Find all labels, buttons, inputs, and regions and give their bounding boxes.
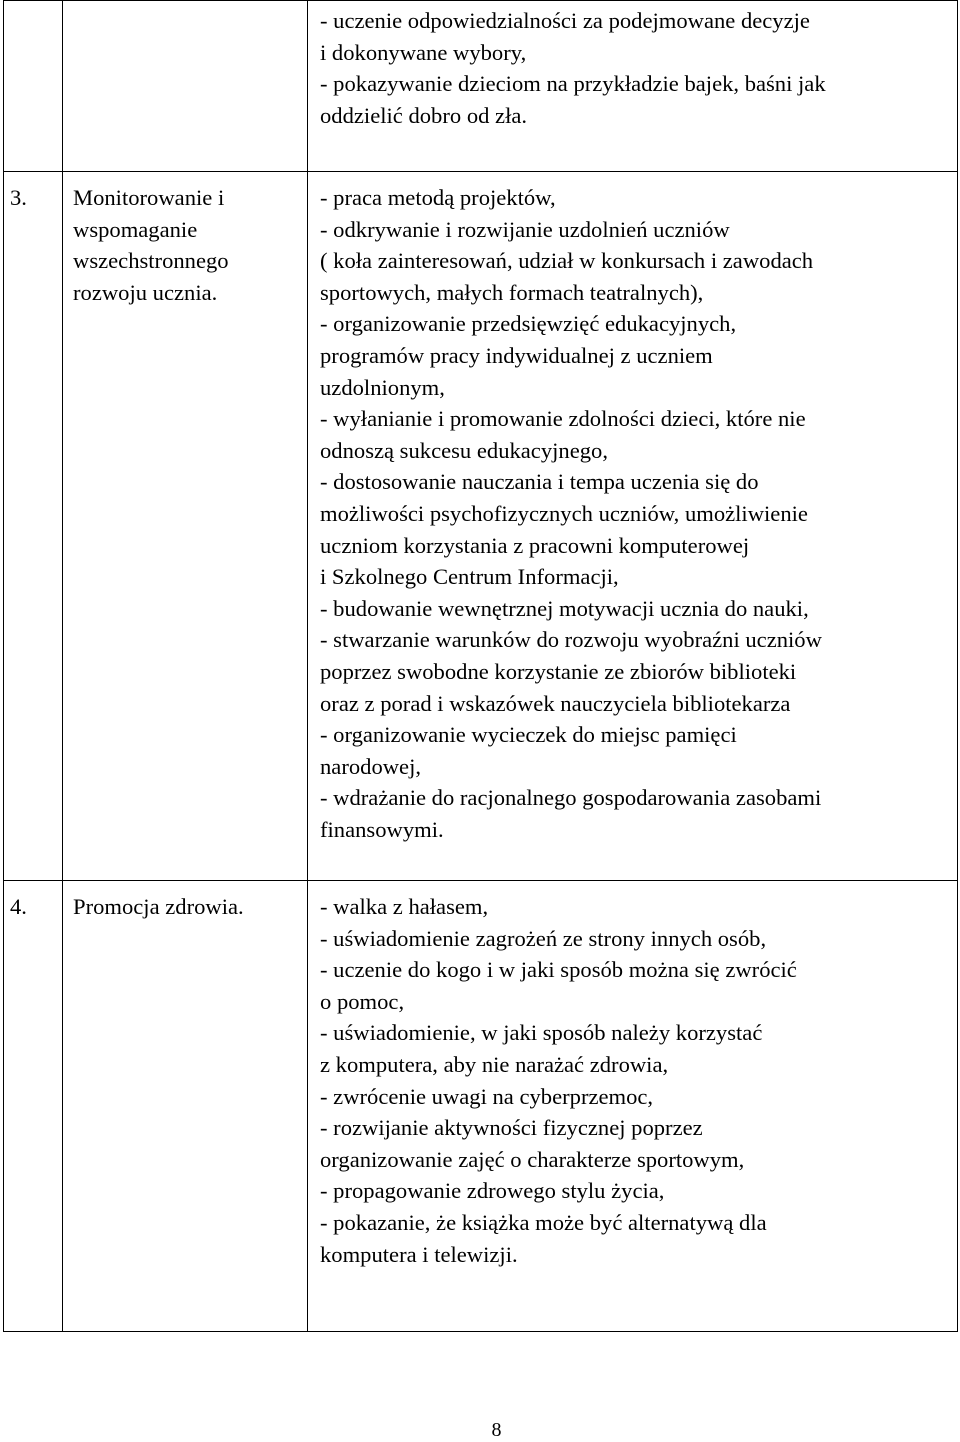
description-line: - praca metodą projektów, [320,185,556,210]
description-cell [308,172,958,881]
topic-cell [63,172,308,881]
table-row [4,1,958,172]
description-line: uzdolnionym, [320,374,445,400]
description-line: - pokazywanie dzieciom na przykładzie bajek, baśni jak [320,71,826,97]
description-line: - organizowanie wycieczek do miejsc pamięci [320,722,737,748]
description-line: - propagowanie zdrowego stylu życia, [320,1178,665,1204]
table-row [4,172,958,881]
description-cell [308,881,958,1332]
description-line: - rozwijanie aktywności fizycznej poprzez [320,1115,703,1141]
description-line: ( koła zainteresowań, udział w konkursach i zawodach [320,248,814,274]
description-line: oraz z porad i wskazówek nauczyciela bibliotekarza [320,690,791,716]
description-line: organizowanie zajęć o charakterze sportowym, [320,1146,745,1172]
description-line: - pokazanie, że książka może być alternatywą dla [320,1209,767,1235]
description-line: - uczenie do kogo i w jaki sposób można się zwrócić [320,957,797,983]
description-line: - walka z hałasem, [320,894,489,919]
description-cell [308,1,958,172]
row-number-cell [4,881,63,1332]
description-line: - wdrażanie do racjonalnego gospodarowania zasobami [320,785,822,811]
description-line: - budowanie wewnętrznej motywacji ucznia do nauki, [320,595,809,621]
description-line: narodowej, [320,753,422,779]
description-line: o pomoc, [320,988,405,1014]
description-line: - zwrócenie uwagi na cyberprzemoc, [320,1083,654,1109]
topic-line: wspomaganie [73,216,198,242]
description-line: poprzez swobodne korzystanie ze zbiorów biblioteki [320,658,797,684]
description-line: i Szkolnego Centrum Informacji, [320,564,619,590]
description-line: i dokonywane wybory, [320,39,527,65]
row-number-cell [4,1,63,172]
content-table [3,0,958,1332]
table-row [4,881,958,1332]
description-line: - uczenie odpowiedzialności za podejmowane decyzje [320,8,810,33]
description-line: oddzielić dobro od zła. [320,102,528,128]
topic-line: Promocja zdrowia. [73,894,244,919]
description-line: - organizowanie przedsięwzięć edukacyjnych, [320,311,737,337]
description-line: programów pracy indywidualnej z uczniem [320,342,713,368]
description-line: finansowymi. [320,816,444,842]
description-line: uczniom korzystania z pracowni komputerowej [320,532,750,558]
description-line: - uświadomienie zagrożeń ze strony innych osób, [320,925,767,951]
row-number-cell [4,172,63,881]
description-line: sportowych, małych formach teatralnych), [320,279,704,305]
row-number: 4. [10,894,27,919]
description-line: - stwarzanie warunków do rozwoju wyobraźni uczniów [320,627,822,653]
topic-line: wszechstronnego [73,248,229,274]
description-line: z komputera, aby nie narażać zdrowia, [320,1051,669,1077]
topic-cell [63,1,308,172]
topic-line: Monitorowanie i [73,185,225,210]
description-line: odnoszą sukcesu edukacyjnego, [320,437,608,463]
topic-cell [63,881,308,1332]
row-number: 3. [10,185,27,210]
topic-line: rozwoju ucznia. [73,279,218,305]
description-line: komputera i telewizji. [320,1241,518,1267]
page-number: 8 [491,1419,502,1441]
description-line: - uświadomienie, w jaki sposób należy korzystać [320,1020,763,1046]
description-line: możliwości psychofizycznych uczniów, umożliwienie [320,500,808,526]
description-line: - wyłanianie i promowanie zdolności dzieci, które nie [320,406,806,432]
description-line: - odkrywanie i rozwijanie uzdolnień uczniów [320,216,730,242]
description-line: - dostosowanie nauczania i tempa uczenia się do [320,469,759,495]
